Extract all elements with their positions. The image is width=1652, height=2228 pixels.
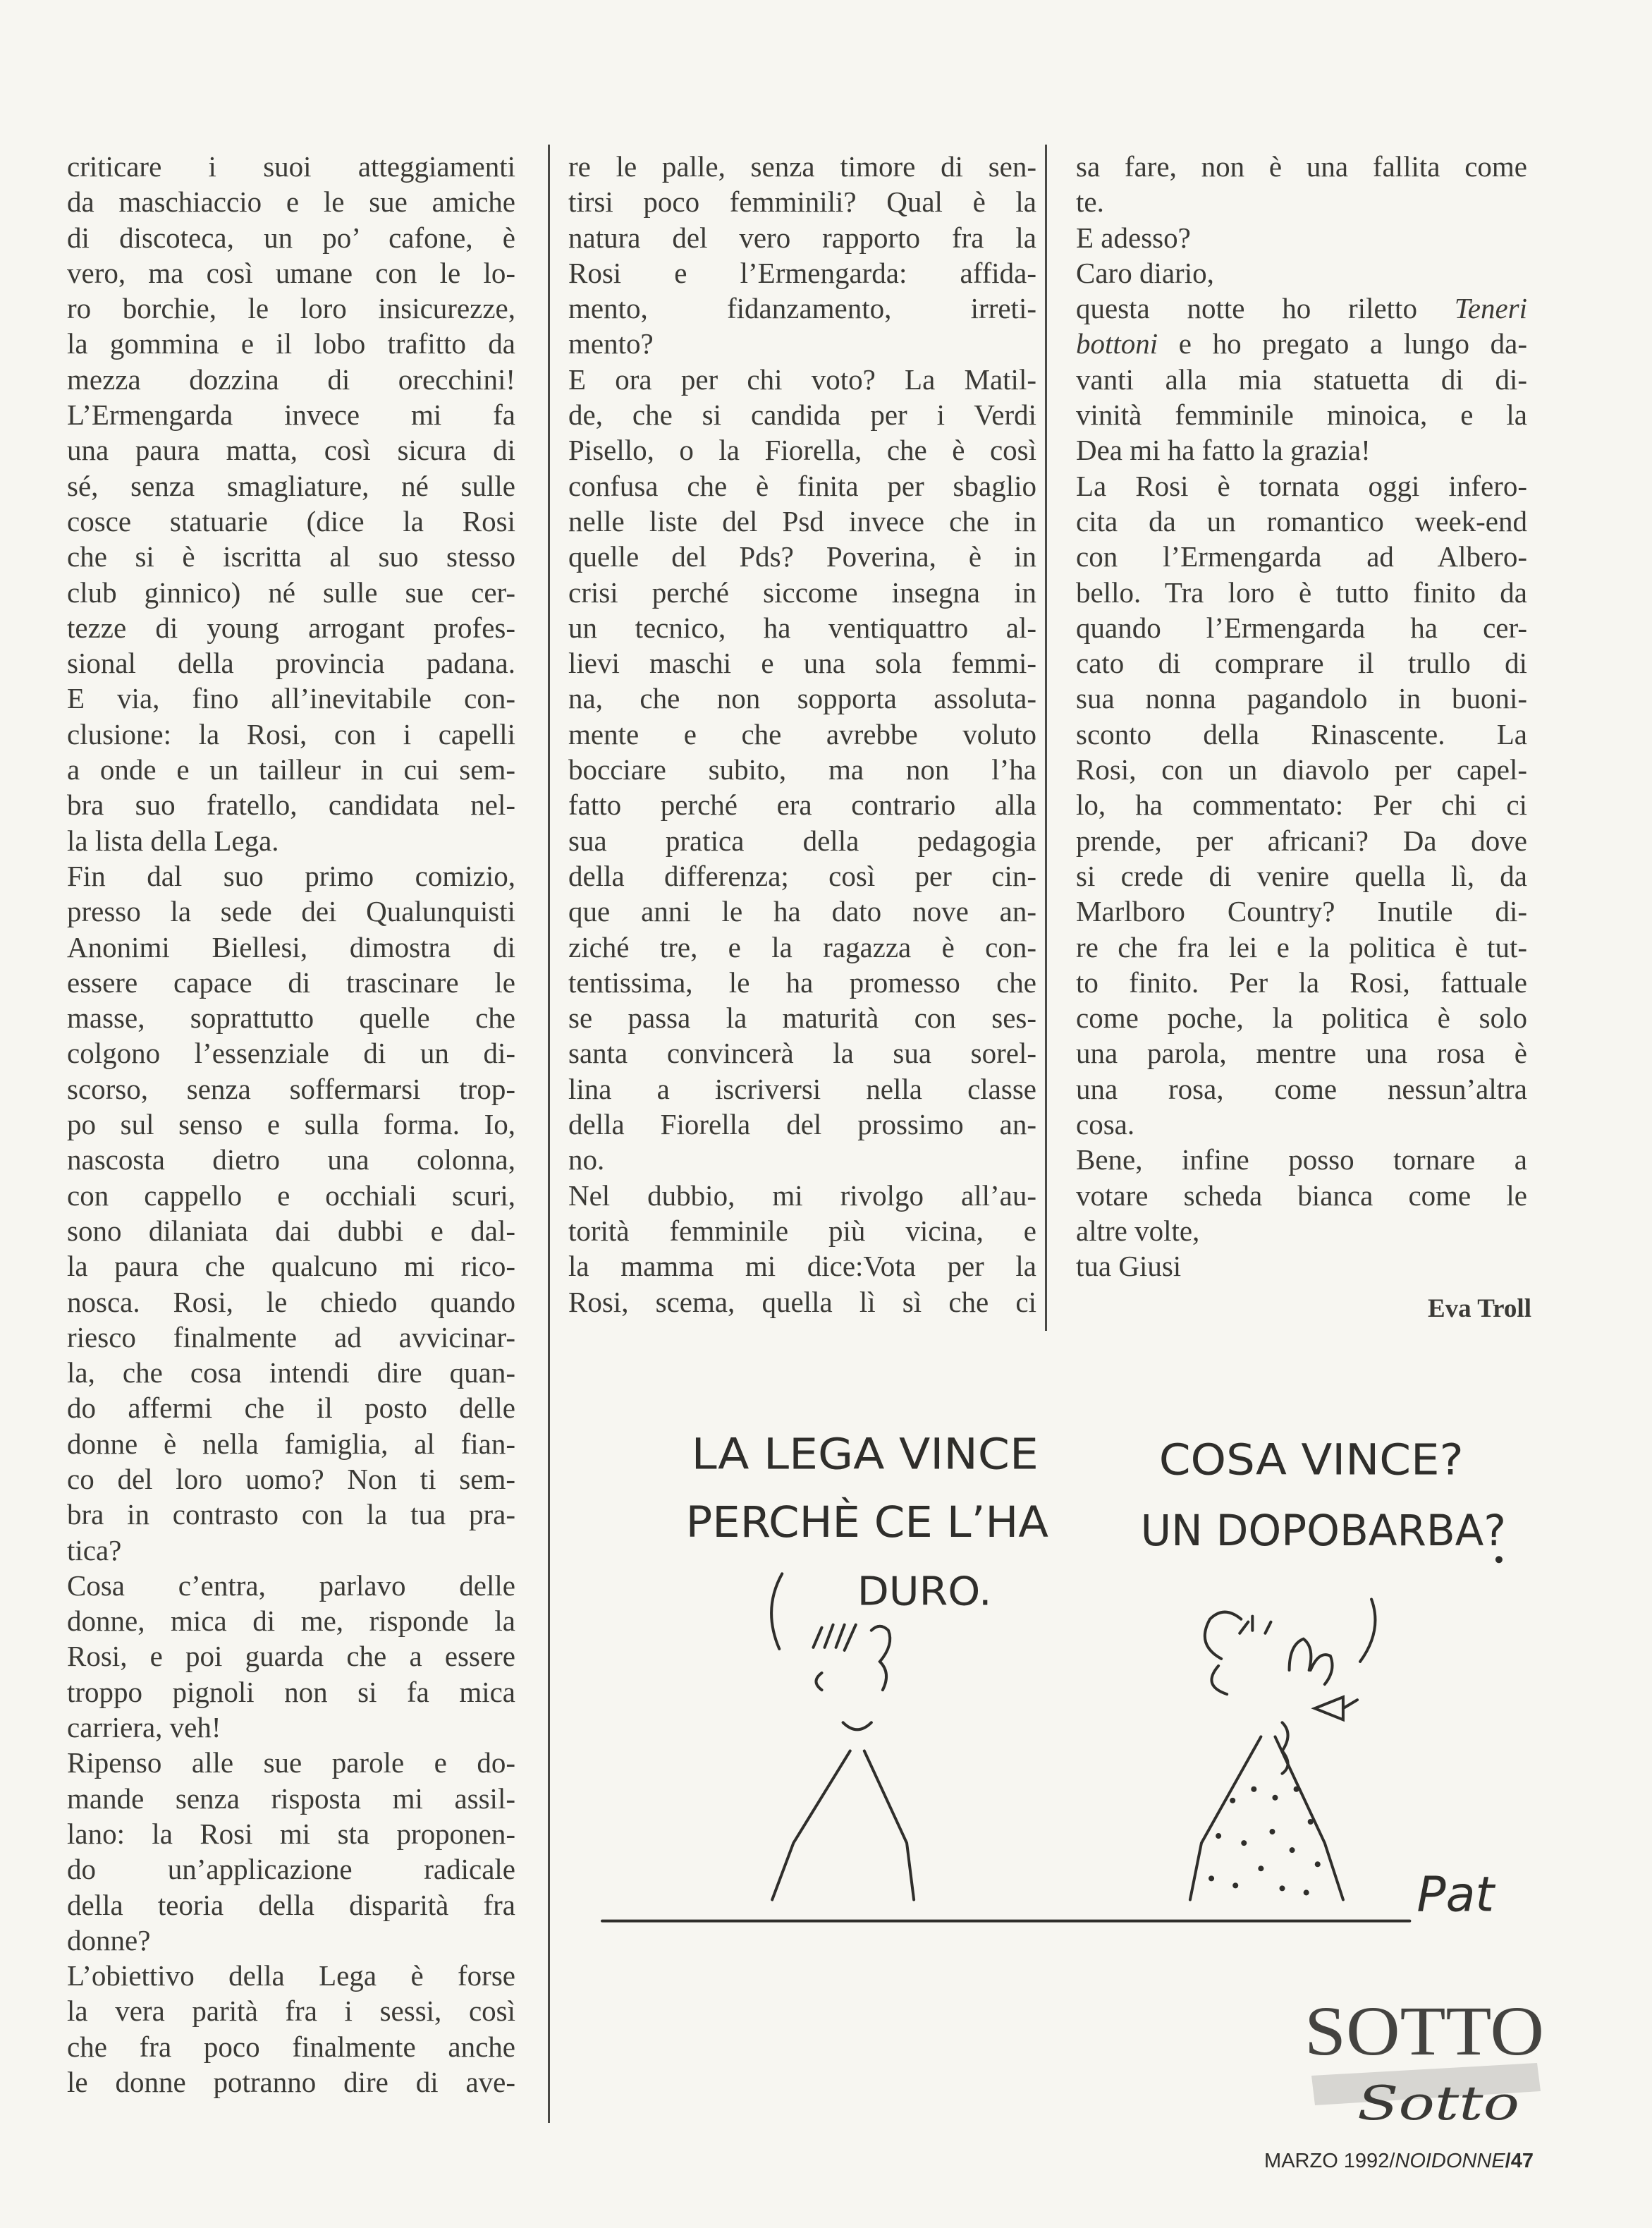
text-line: tezze di young arrogant profes- xyxy=(67,611,515,644)
text-line: Cosa c’entra, parlavo delle xyxy=(67,1569,515,1602)
text-line: se passa la maturità con ses- xyxy=(568,1002,1036,1035)
text-line: cita da un romantico week-end xyxy=(1076,504,1527,537)
text-line: vero, ma così umane con le lo- xyxy=(67,256,515,289)
text-line: si crede di venire quella lì, da xyxy=(1076,859,1527,892)
text-line: Pisello, o la Fiorella, che è così xyxy=(568,434,1036,467)
text-line: bra in contrasto con la tua pra- xyxy=(67,1498,515,1531)
text-line: vinità femminile minoica, e la xyxy=(1076,398,1527,432)
text-line: tua Giusi xyxy=(1076,1250,1182,1283)
text-segment: questa notte ho riletto xyxy=(1076,292,1455,325)
text-line: della teoria della disparità fra xyxy=(67,1888,515,1921)
text-line: carriera, veh! xyxy=(67,1711,221,1744)
text-line: no. xyxy=(568,1143,605,1176)
text-line: sua nonna pagandolo in buoni- xyxy=(1076,682,1527,715)
text-line: E adesso? xyxy=(1076,221,1191,254)
text-line: mente e che avrebbe voluto xyxy=(568,717,1036,750)
text-line: tentissima, le ha promesso che xyxy=(568,966,1036,999)
text-line: re le palle, senza timore di sen- xyxy=(568,150,1036,183)
text-line: una paura matta, così sicura di xyxy=(67,434,515,467)
text-line: come poche, la politica è solo xyxy=(1076,1002,1527,1035)
cartoon-speech-left-2: PERCHÈ CE L’HA xyxy=(685,1498,1036,1548)
text-line: quando l’Ermengarda ha cer- xyxy=(1076,611,1527,644)
text-line: sa fare, non è una fallita come xyxy=(1076,150,1527,183)
text-line: lina a iscriversi nella classe xyxy=(568,1072,1036,1105)
text-line: Rosi, scema, quella lì sì che ci xyxy=(568,1285,1036,1318)
text-line: donne? xyxy=(67,1923,151,1956)
text-line: bello. Tra loro è tutto finito da xyxy=(1076,576,1527,609)
text-line: vanti alla mia statuetta di di- xyxy=(1076,363,1527,396)
speech-tail-right xyxy=(1360,1600,1375,1662)
text-line: masse, soprattutto quelle che xyxy=(67,1002,515,1035)
text-line: che si è iscritta al suo stesso xyxy=(67,540,515,573)
figure-right-bow xyxy=(1315,1697,1357,1719)
text-line: lievi maschi e una sola femmi- xyxy=(568,647,1036,680)
text-line: da maschiaccio e le sue amiche xyxy=(67,185,515,219)
text-line: clusione: la Rosi, con i capelli xyxy=(67,717,515,750)
text-line: sé, senza smagliature, né sulle xyxy=(67,469,515,502)
article-column-2 xyxy=(568,149,1036,1320)
speech-tail-left xyxy=(771,1573,782,1648)
cartoon-illustration xyxy=(592,1404,1509,1940)
text-line: quelle del Pds? Poverina, è in xyxy=(568,540,1036,573)
text-line: colgono l’essenziale di un di- xyxy=(67,1037,515,1070)
text-line: club ginnico) né sulle sue cer- xyxy=(67,576,515,609)
text-line: Caro diario, xyxy=(1076,256,1214,289)
text-line: votare scheda bianca come le xyxy=(1076,1179,1527,1212)
text-line: mento, fidanzamento, irreti- xyxy=(568,292,1036,325)
text-line: ziché tre, e la ragazza è con- xyxy=(568,930,1036,963)
text-line: L’obiettivo della Lega è forse xyxy=(67,1959,515,1992)
cartoon-speech-left-3: DURO. xyxy=(857,1569,992,1615)
text-line: sional della provincia padana. xyxy=(67,647,515,680)
text-line: della differenza; così per cin- xyxy=(568,859,1036,892)
footer-page-number: /47 xyxy=(1505,2150,1534,2172)
text-line: tica? xyxy=(67,1533,122,1566)
text-line: Rosi, e poi guarda che a essere xyxy=(67,1640,515,1673)
text-line: do affermi che il posto delle xyxy=(67,1392,515,1425)
text-line: Rosi, con un diavolo per capel- xyxy=(1076,753,1527,786)
figure-right-hair xyxy=(1205,1612,1333,1684)
text-line: que anni le ha dato nove an- xyxy=(568,895,1036,928)
text-line: cato di comprare il trullo di xyxy=(1076,647,1527,680)
text-line: donne è nella famiglia, al fian- xyxy=(67,1427,515,1460)
text-line: Marlboro Country? Inutile di- xyxy=(1076,895,1527,928)
text-line: E via, fino all’inevitabile con- xyxy=(67,682,515,715)
text-line: con cappello e occhiali scuri, xyxy=(67,1179,515,1212)
italic-title: bottoni xyxy=(1076,327,1158,360)
text-line: le donne potranno dire di ave- xyxy=(67,2066,515,2099)
text-line: a onde e un tailleur in cui sem- xyxy=(67,753,515,786)
text-line: Dea mi ha fatto la grazia! xyxy=(1076,434,1371,467)
text-line: te. xyxy=(1076,185,1104,219)
article-column-1 xyxy=(67,149,515,2100)
footer-magazine: NOIDONNE xyxy=(1395,2150,1505,2172)
text-line: bra suo fratello, candidata nel- xyxy=(67,789,515,822)
text-line: troppo pignoli non si fa mica xyxy=(67,1675,515,1708)
text-line: una rosa, come nessun’altra xyxy=(1076,1072,1527,1105)
text-line: una parola, mentre una rosa è xyxy=(1076,1037,1527,1070)
text-line: altre volte, xyxy=(1076,1214,1200,1247)
text-line: presso la sede dei Qualunquisti xyxy=(67,895,515,928)
section-logo xyxy=(1297,1992,1551,2141)
text-line: sconto della Rinascente. La xyxy=(1076,717,1527,750)
text-line: nelle liste del Psd invece che in xyxy=(568,504,1036,537)
page-footer xyxy=(1262,2150,1534,2173)
text-line: do un’applicazione radicale xyxy=(67,1853,515,1886)
text-line: la lista della Lega. xyxy=(67,824,279,857)
text-line: essere capace di trascinare le xyxy=(67,966,515,999)
text-line: un tecnico, ha ventiquattro al- xyxy=(568,611,1036,644)
logo-sotto-serif: SOTTO xyxy=(1304,1992,1544,2070)
text-line: scorso, senza soffermarsi trop- xyxy=(67,1072,515,1105)
text-line: mande senza risposta mi assil- xyxy=(67,1782,515,1815)
text-line: Bene, infine posso tornare a xyxy=(1076,1143,1527,1176)
text-line: lano: la Rosi mi sta proponen- xyxy=(67,1817,515,1850)
text-line: con l’Ermengarda ad Albero- xyxy=(1076,540,1527,573)
text-line: E ora per chi voto? La Matil- xyxy=(568,363,1036,396)
text-line: Fin dal suo primo comizio, xyxy=(67,859,515,892)
text-line: po sul senso e sulla forma. Io, xyxy=(67,1108,515,1141)
text-line: de, che si candida per i Verdi xyxy=(568,398,1036,432)
text-line xyxy=(1076,326,1527,361)
text-line: Nel dubbio, mi rivolgo all’au- xyxy=(568,1179,1036,1212)
text-line: L’Ermengarda invece mi fa xyxy=(67,398,515,432)
text-line: cosce statuarie (dice la Rosi xyxy=(67,504,515,537)
text-line: re che fra lei e la politica è tut- xyxy=(1076,930,1527,963)
text-line: la paura che qualcuno mi rico- xyxy=(67,1250,515,1283)
text-line: la gommina e il lobo trafitto da xyxy=(67,327,515,360)
text-line: di discoteca, un po’ cafone, è xyxy=(67,221,515,254)
italic-title: Teneri xyxy=(1454,292,1527,325)
text-line: cosa. xyxy=(1076,1108,1135,1141)
cartoon-speech-right-2: UN DOPOBARBA? xyxy=(1140,1506,1506,1557)
text-line: della Fiorella del prossimo an- xyxy=(568,1108,1036,1141)
text-line: la vera parità fra i sessi, così xyxy=(67,1995,515,2028)
text-line: santa convincerà la sua sorel- xyxy=(568,1037,1036,1070)
cartoon-speech-right-1: COSA VINCE? xyxy=(1158,1435,1464,1485)
text-line: tirsi poco femminili? Qual è la xyxy=(568,185,1036,219)
text-line: torità femminile più vicina, e xyxy=(568,1214,1036,1247)
text-line: mezza dozzina di orecchini! xyxy=(67,363,515,396)
text-line: che fra poco finalmente anche xyxy=(67,2030,515,2063)
figure-left-face xyxy=(816,1626,890,1690)
article-column-3 xyxy=(1076,149,1527,1284)
text-line: lo, ha commentato: Per chi ci xyxy=(1076,789,1527,822)
text-line: fatto perché era contrario alla xyxy=(568,789,1036,822)
figure-left-body xyxy=(772,1722,914,1899)
text-line: riesco finalmente ad avvicinar- xyxy=(67,1320,515,1353)
figure-left-hair xyxy=(813,1625,855,1650)
text-line: criticare i suoi atteggiamenti xyxy=(67,150,515,183)
text-line: confusa che è finita per sbaglio xyxy=(568,469,1036,502)
text-line: bocciare subito, ma non l’ha xyxy=(568,753,1036,786)
text-line: sua pratica della pedagogia xyxy=(568,824,1036,857)
dress-dots xyxy=(1209,1556,1503,1895)
text-line: natura del vero rapporto fra la xyxy=(568,221,1036,254)
text-line: co del loro uomo? Non ti sem- xyxy=(67,1462,515,1495)
text-line: to finito. Per la Rosi, fattuale xyxy=(1076,966,1527,999)
cartoon-speech-left-1: LA LEGA VINCE xyxy=(691,1430,1039,1480)
text-line: mento? xyxy=(568,327,654,360)
text-line: nosca. Rosi, le chiedo quando xyxy=(67,1285,515,1318)
footer-date: MARZO 1992/ xyxy=(1264,2150,1395,2172)
column-divider xyxy=(1045,145,1047,1331)
text-line: Anonimi Biellesi, dimostra di xyxy=(67,930,515,963)
text-line: crisi perché siccome insegna in xyxy=(568,576,1036,609)
text-line xyxy=(1076,291,1527,326)
text-line: donne, mica di me, risponde la xyxy=(67,1605,515,1638)
column-divider xyxy=(548,145,550,2123)
figure-right-dress xyxy=(1190,1736,1343,1899)
text-line: la, che cosa intendi dire quan- xyxy=(67,1356,515,1389)
text-line: sono dilaniata dai dubbi e dal- xyxy=(67,1214,515,1247)
text-line: la mamma mi dice:Vota per la xyxy=(568,1250,1036,1283)
text-line: nascosta dietro una colonna, xyxy=(67,1143,515,1176)
text-line: Ripenso alle sue parole e do- xyxy=(67,1746,515,1779)
text-segment: e ho pregato a lungo da- xyxy=(1158,327,1527,360)
text-line: Rosi e l’Ermengarda: affida- xyxy=(568,256,1036,289)
text-line: prende, per africani? Da dove xyxy=(1076,824,1527,857)
text-line: ro borchie, le loro insicurezze, xyxy=(67,292,515,325)
cartoon-signature: Pat xyxy=(1417,1867,1495,1923)
author-byline: Eva Troll xyxy=(1427,1294,1531,1323)
text-line: La Rosi è tornata oggi infero- xyxy=(1076,469,1527,502)
logo-sotto-script: Sotto xyxy=(1357,2076,1519,2131)
text-line: na, che non sopporta assoluta- xyxy=(568,682,1036,715)
